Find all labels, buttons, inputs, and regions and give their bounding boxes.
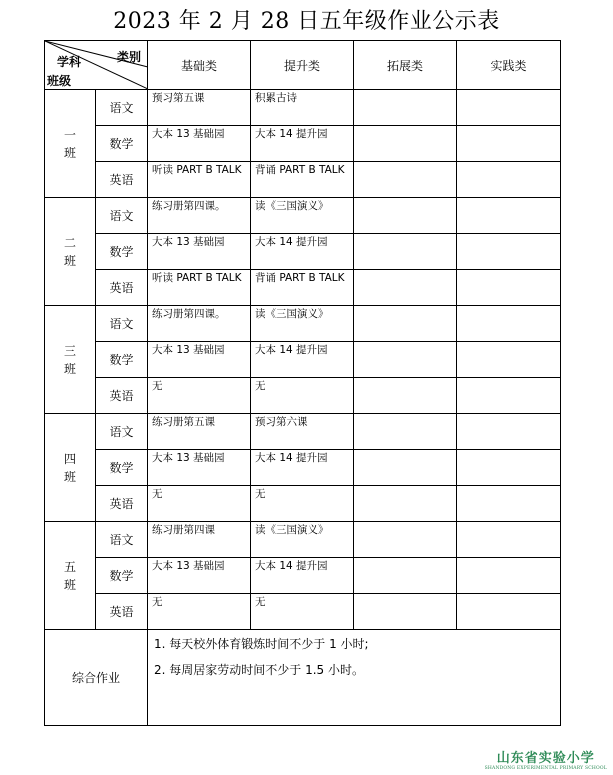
cell-advanced: 大本 14 提升园 [251,558,354,594]
cell-extended [354,162,457,198]
summary-line-1: 1. 每天校外体育锻炼时间不少于 1 小时; [154,637,369,651]
corner-subject-label: 学科 [57,55,82,69]
cell-basic: 练习册第五课 [148,414,251,450]
table-row [45,594,561,630]
class-label-char: 二 [63,235,76,250]
cell-basic: 听读 PART B TALK [148,162,251,198]
table-row [45,342,561,378]
cell-basic: 大本 13 基础园 [148,234,251,270]
cell-extended [354,378,457,414]
subject-label: 语文 [96,414,148,450]
cell-advanced: 读《三国演义》 [251,306,354,342]
cell-advanced: 大本 14 提升园 [251,450,354,486]
table-row [45,378,561,414]
cell-practice [457,234,561,270]
class-label [45,414,96,522]
cell-basic: 练习册第四课。 [148,306,251,342]
table-row [45,162,561,198]
cell-practice [457,198,561,234]
table-row [45,486,561,522]
cell-advanced: 无 [251,378,354,414]
class-label-char: 三 [63,343,76,358]
cell-basic: 大本 13 基础园 [148,450,251,486]
page-title: 2023 年 2 月 28 日五年级作业公示表 [113,9,500,34]
cell-practice [457,126,561,162]
cell-advanced: 背诵 PART B TALK [251,162,354,198]
corner-class-label: 班级 [47,74,72,88]
logo-name: 山东省实验小学 [496,751,595,766]
table-row [45,126,561,162]
summary-content [148,630,561,726]
table-body [45,90,561,630]
cell-basic: 大本 13 基础园 [148,558,251,594]
cell-basic: 预习第五课 [148,90,251,126]
subject-label: 英语 [96,162,148,198]
corner-type-label: 类别 [116,50,141,64]
col-header-practice: 实践类 [457,41,561,90]
class-label-char: 班 [63,469,76,484]
class-label [45,198,96,306]
subject-label: 语文 [96,198,148,234]
table-row [45,90,561,126]
subject-label: 语文 [96,90,148,126]
cell-advanced: 积累古诗 [251,90,354,126]
table-row [45,522,561,558]
col-header-basic: 基础类 [148,41,251,90]
cell-advanced: 大本 14 提升园 [251,126,354,162]
class-label-char: 一 [63,127,76,142]
cell-extended [354,522,457,558]
cell-basic: 练习册第四课 [148,522,251,558]
cell-advanced: 读《三国演义》 [251,198,354,234]
class-label-char: 班 [63,145,76,160]
subject-label: 英语 [96,594,148,630]
cell-practice [457,486,561,522]
cell-practice [457,162,561,198]
cell-basic: 无 [148,378,251,414]
table-row [45,558,561,594]
cell-extended [354,486,457,522]
logo-english: SHANDONG EXPERIMENTAL PRIMARY SCHOOL [484,766,607,771]
cell-advanced: 大本 14 提升园 [251,234,354,270]
cell-advanced: 预习第六课 [251,414,354,450]
cell-advanced: 大本 14 提升园 [251,342,354,378]
subject-label: 语文 [96,306,148,342]
cell-practice [457,522,561,558]
table-row [45,198,561,234]
cell-practice [457,342,561,378]
cell-practice [457,558,561,594]
cell-extended [354,270,457,306]
col-header-extended: 拓展类 [354,41,457,90]
cell-advanced: 读《三国演义》 [251,522,354,558]
subject-label: 英语 [96,378,148,414]
table-row [45,234,561,270]
table-row [45,414,561,450]
subject-label: 英语 [96,486,148,522]
subject-label: 数学 [96,558,148,594]
class-label [45,90,96,198]
cell-basic: 无 [148,594,251,630]
class-label [45,306,96,414]
header-row [45,41,561,90]
cell-basic: 大本 13 基础园 [148,342,251,378]
cell-extended [354,558,457,594]
subject-label: 数学 [96,342,148,378]
class-label [45,522,96,630]
summary-row [45,630,561,726]
table-row [45,450,561,486]
cell-basic: 大本 13 基础园 [148,126,251,162]
subject-label: 数学 [96,126,148,162]
cell-practice [457,270,561,306]
cell-extended [354,234,457,270]
cell-extended [354,126,457,162]
cell-practice [457,378,561,414]
class-label-char: 班 [63,361,76,376]
class-label-char: 四 [63,451,76,466]
homework-table [44,40,561,726]
cell-extended [354,306,457,342]
school-logo [485,747,607,771]
corner-header [45,41,148,90]
cell-practice [457,450,561,486]
summary-label: 综合作业 [45,630,148,726]
cell-practice [457,594,561,630]
cell-extended [354,198,457,234]
subject-label: 数学 [96,234,148,270]
cell-advanced: 背诵 PART B TALK [251,270,354,306]
cell-extended [354,342,457,378]
cell-advanced: 无 [251,486,354,522]
subject-label: 数学 [96,450,148,486]
table-row [45,306,561,342]
cell-basic: 听读 PART B TALK [148,270,251,306]
cell-basic: 练习册第四课。 [148,198,251,234]
subject-label: 英语 [96,270,148,306]
table-row [45,270,561,306]
cell-extended [354,90,457,126]
cell-advanced: 无 [251,594,354,630]
cell-practice [457,414,561,450]
col-header-advanced: 提升类 [251,41,354,90]
class-label-char: 班 [63,253,76,268]
cell-extended [354,594,457,630]
cell-basic: 无 [148,486,251,522]
summary-line-2: 2. 每周居家劳动时间不少于 1.5 小时。 [154,663,364,677]
class-label-char: 五 [63,559,76,574]
class-label-char: 班 [63,577,76,592]
cell-extended [354,414,457,450]
cell-practice [457,306,561,342]
subject-label: 语文 [96,522,148,558]
cell-extended [354,450,457,486]
cell-practice [457,90,561,126]
